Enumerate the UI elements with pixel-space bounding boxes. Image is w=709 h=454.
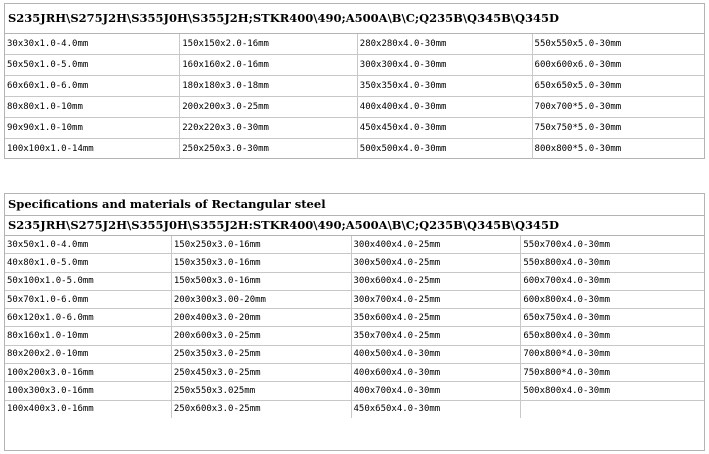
table-cell: 300x600x4.0-25mm — [351, 272, 521, 290]
table-cell: 250x550x3.025mm — [171, 382, 351, 400]
table-row — [5, 139, 704, 160]
table-cell: 350x350x4.0-30mm — [357, 76, 532, 97]
table-cell: 200x400x3.0-20mm — [171, 309, 351, 327]
table-cell: 600x700x4.0-30mm — [521, 272, 704, 290]
square-grades-header: S235JRH\S275J2H\S355J0H\S355J2H;STKR400\490;A500A\B\C;Q235B\Q345B\Q345D — [5, 4, 704, 34]
table-cell: 450x450x4.0-30mm — [357, 118, 532, 139]
table-cell: 180x180x3.0-18mm — [180, 76, 358, 97]
table-cell: 150x150x2.0-16mm — [180, 34, 358, 55]
table-cell: 40x80x1.0-5.0mm — [5, 254, 171, 272]
rectangular-grades-header: S235JRH\S275J2H\S355J0H\S355J2H:STKR400\490;A500A\B\C;Q235B\Q345B\Q345D — [5, 216, 704, 236]
table-cell: 60x60x1.0-6.0mm — [5, 76, 180, 97]
table-cell: 450x650x4.0-30mm — [351, 400, 521, 418]
table-cell: 160x160x2.0-16mm — [180, 55, 358, 76]
table-cell: 650x650x5.0-30mm — [532, 76, 704, 97]
table-cell: 500x800x4.0-30mm — [521, 382, 704, 400]
table-cell: 60x120x1.0-6.0mm — [5, 309, 171, 327]
table-cell: 700x800*4.0-30mm — [521, 345, 704, 363]
table-row — [5, 254, 704, 272]
table-cell: 400x400x4.0-30mm — [357, 97, 532, 118]
table-cell: 100x300x3.0-16mm — [5, 382, 171, 400]
table-cell: 30x30x1.0-4.0mm — [5, 34, 180, 55]
table-row — [5, 55, 704, 76]
table-cell: 550x550x5.0-30mm — [532, 34, 704, 55]
table-cell: 80x80x1.0-10mm — [5, 97, 180, 118]
table-cell: 50x50x1.0-5.0mm — [5, 55, 180, 76]
table-cell: 90x90x1.0-10mm — [5, 118, 180, 139]
table-row — [5, 364, 704, 382]
table-cell: 150x500x3.0-16mm — [171, 272, 351, 290]
rectangular-sizes-table — [5, 236, 704, 418]
table-row — [5, 76, 704, 97]
table-cell: 650x750x4.0-30mm — [521, 309, 704, 327]
table-cell: 550x800x4.0-30mm — [521, 254, 704, 272]
table-row — [5, 236, 704, 254]
table-cell: 80x160x1.0-10mm — [5, 327, 171, 345]
table-cell — [521, 400, 704, 418]
table-row — [5, 345, 704, 363]
table-row — [5, 382, 704, 400]
table-cell: 100x400x3.0-16mm — [5, 400, 171, 418]
table-cell: 300x400x4.0-25mm — [351, 236, 521, 254]
table-cell: 150x250x3.0-16mm — [171, 236, 351, 254]
table-row — [5, 290, 704, 308]
table-cell: 350x600x4.0-25mm — [351, 309, 521, 327]
table-cell: 550x700x4.0-30mm — [521, 236, 704, 254]
table-row — [5, 309, 704, 327]
table-cell: 250x450x3.0-25mm — [171, 364, 351, 382]
table-cell: 400x700x4.0-30mm — [351, 382, 521, 400]
table-cell: 200x300x3.00-20mm — [171, 290, 351, 308]
table-cell: 200x200x3.0-25mm — [180, 97, 358, 118]
square-steel-table — [4, 3, 705, 159]
table-cell: 300x500x4.0-25mm — [351, 254, 521, 272]
table-cell: 700x700*5.0-30mm — [532, 97, 704, 118]
table-cell: 800x800*5.0-30mm — [532, 139, 704, 160]
table-row — [5, 97, 704, 118]
square-sizes-table — [5, 34, 704, 159]
table-cell: 600x800x4.0-30mm — [521, 290, 704, 308]
table-row — [5, 400, 704, 418]
table-cell: 250x600x3.0-25mm — [171, 400, 351, 418]
table-row — [5, 34, 704, 55]
table-cell: 300x700x4.0-25mm — [351, 290, 521, 308]
table-cell: 280x280x4.0-30mm — [357, 34, 532, 55]
table-cell: 250x250x3.0-30mm — [180, 139, 358, 160]
table-cell: 150x350x3.0-16mm — [171, 254, 351, 272]
table-cell: 200x600x3.0-25mm — [171, 327, 351, 345]
table-cell: 80x200x2.0-10mm — [5, 345, 171, 363]
table-cell: 400x600x4.0-30mm — [351, 364, 521, 382]
rectangular-title: Specifications and materials of Rectangular steel — [5, 194, 704, 216]
table-cell: 500x500x4.0-30mm — [357, 139, 532, 160]
table-cell: 100x100x1.0-14mm — [5, 139, 180, 160]
table-cell: 350x700x4.0-25mm — [351, 327, 521, 345]
table-cell: 250x350x3.0-25mm — [171, 345, 351, 363]
table-cell: 50x70x1.0-6.0mm — [5, 290, 171, 308]
table-row — [5, 118, 704, 139]
table-cell: 600x600x6.0-30mm — [532, 55, 704, 76]
table-cell: 220x220x3.0-30mm — [180, 118, 358, 139]
table-cell: 400x500x4.0-30mm — [351, 345, 521, 363]
table-cell: 750x800*4.0-30mm — [521, 364, 704, 382]
table-cell: 100x200x3.0-16mm — [5, 364, 171, 382]
table-cell: 750x750*5.0-30mm — [532, 118, 704, 139]
table-row — [5, 327, 704, 345]
table-cell: 650x800x4.0-30mm — [521, 327, 704, 345]
rectangular-steel-table — [4, 193, 705, 451]
table-cell: 30x50x1.0-4.0mm — [5, 236, 171, 254]
table-cell: 300x300x4.0-30mm — [357, 55, 532, 76]
table-cell: 50x100x1.0-5.0mm — [5, 272, 171, 290]
table-row — [5, 272, 704, 290]
